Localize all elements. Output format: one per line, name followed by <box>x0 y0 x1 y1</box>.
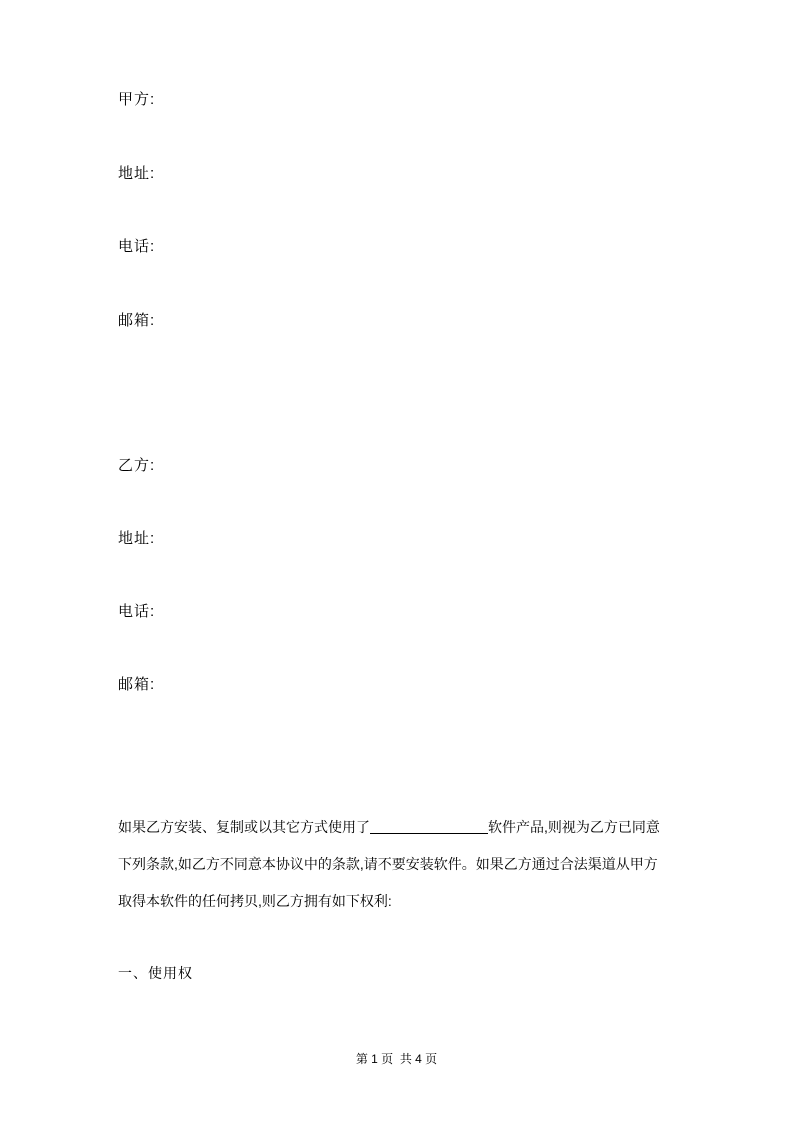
party-a-email-label: 邮箱: <box>118 312 156 329</box>
fill-in-blank-underline <box>370 820 488 834</box>
intro-line-1-text-after-blank: 软件产品,则视为乙方已同意 <box>488 819 660 835</box>
party-a-phone-label: 电话: <box>118 238 156 255</box>
party-b-address-label: 地址: <box>118 530 156 547</box>
party-b-email-label: 邮箱: <box>118 676 156 693</box>
party-b-name-label: 乙方: <box>118 457 156 474</box>
intro-line-3: 取得本软件的任何拷贝,则乙方拥有如下权利: <box>118 893 392 909</box>
intro-line-1 <box>118 809 678 846</box>
intro-line-2: 下列条款,如乙方不同意本协议中的条款,请不要安装软件。如果乙方通过合法渠道从甲方 <box>118 856 658 872</box>
section-heading-usage-right: 一、使用权 <box>118 965 193 981</box>
page-number-footer: 第 1 页 共 4 页 <box>355 1052 438 1066</box>
party-b-phone-label: 电话: <box>118 603 156 620</box>
party-a-address-label: 地址: <box>118 165 156 182</box>
intro-paragraph <box>118 809 678 920</box>
party-a-name-label: 甲方: <box>118 91 156 108</box>
intro-line-1-text-before-blank: 如果乙方安装、复制或以其它方式使用了 <box>118 819 370 835</box>
